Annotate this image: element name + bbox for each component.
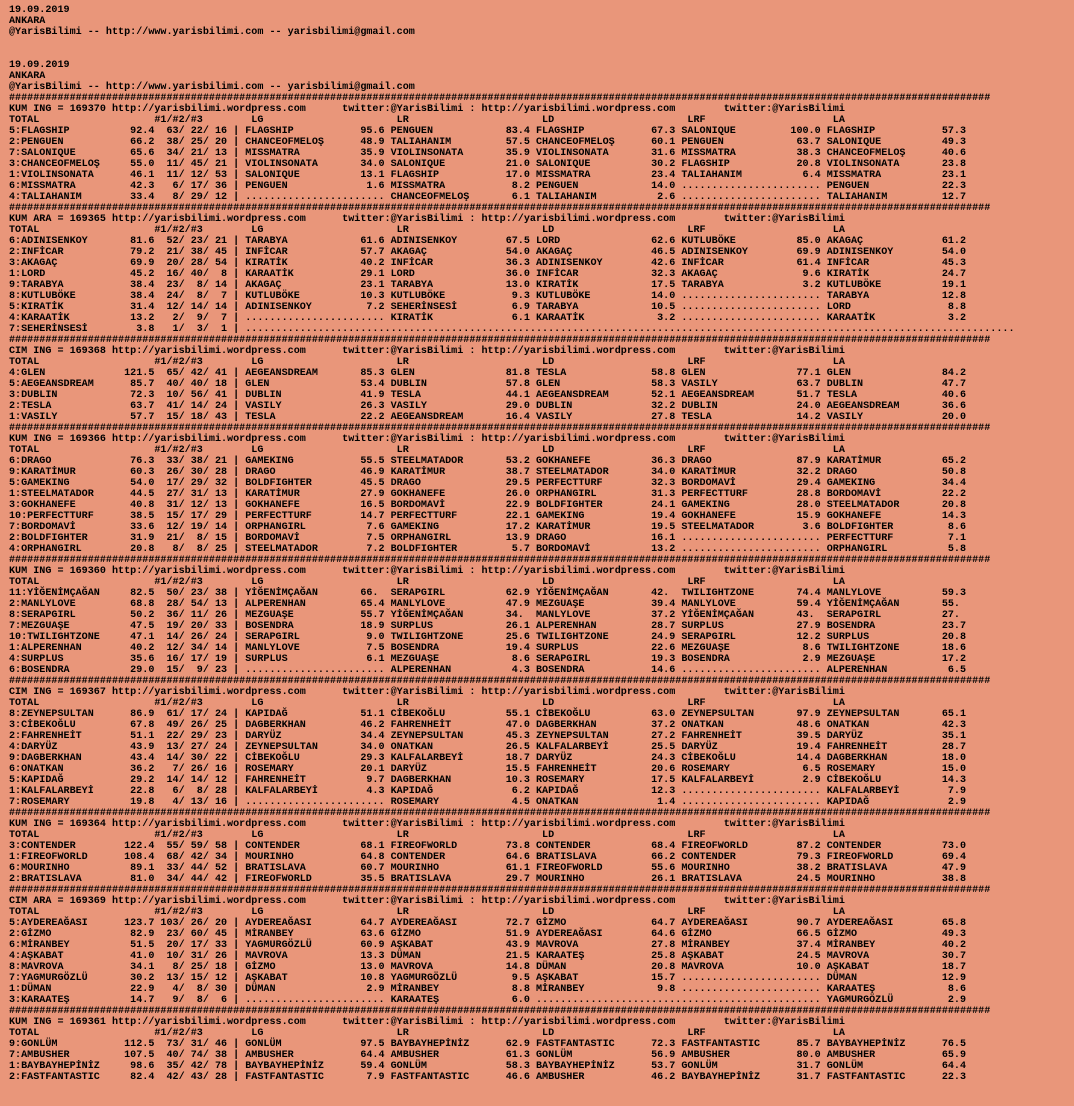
result-row: 2:BRATISLAVA 81.0 34/ 44/ 42 | FIREOFWORLD 35.5 BRATISLAVA 29.7 MOURINHO 26.1 BRATISLAVA 24.5 MOURINHO 38.8 <box>9 874 967 885</box>
result-row: 1:VASILY 57.7 15/ 18/ 43 | TESLA 22.2 AEGEANSDREAM 16.4 VASILY 27.8 TESLA 14.2 VASILY 20.0 <box>9 412 967 423</box>
result-row: 8:ZEYNEPSULTAN 86.9 61/ 17/ 24 | KAPIDAĞ 51.1 CİBEKOĞLU 55.1 CİBEKOĞLU 63.0 ZEYNEPSULTAN 97.9 ZEYNEPSULTAN 65.1 <box>9 709 967 720</box>
column-header-line: TOTAL #1/#2/#3 LG LR LD LRF LA <box>9 698 845 709</box>
column-header-line: TOTAL #1/#2/#3 LG LR LD LRF LA <box>9 907 845 918</box>
result-row: 3:CONTENDER 122.4 55/ 59/ 58 | CONTENDER 68.1 FIREOFWORLD 73.8 CONTENDER 68.4 FIREOFWORLD 87.2 CONTENDER 73.0 <box>9 841 967 852</box>
result-row: 1:DÜMAN 22.9 4/ 8/ 30 | DÜMAN 2.9 MİRANBEY 8.8 MİRANBEY 9.8 ....................... KARAATEŞ 8.6 <box>9 984 967 995</box>
result-row: 1:STEELMATADOR 44.5 27/ 31/ 13 | KARATİMUR 27.9 GOKHANEFE 26.0 ORPHANGIRL 31.3 PERFECTTURF 28.8 BORDOMAVİ 22.2 <box>9 489 967 500</box>
result-row: 4:AŞKABAT 41.0 10/ 31/ 26 | MAVROVA 13.3 DÜMAN 21.5 KARAATEŞ 25.8 AŞKABAT 24.5 MAVROVA 30.7 <box>9 951 967 962</box>
column-header-line: TOTAL #1/#2/#3 LG LR LD LRF LA <box>9 115 845 126</box>
race-title-line: CIM ING = 169367 http://yarisbilimi.wordpress.com twitter:@YarisBilimi : http://yarisbilimi.wordpress.com twitter:@YarisBilimi <box>9 687 845 698</box>
result-row: 6:ADINISENKOY 81.6 52/ 23/ 21 | TARABYA 61.6 ADINISENKOY 67.5 LORD 62.6 KUTLUBÖKE 85.0 AKAGAÇ 61.2 <box>9 236 967 247</box>
column-header-line: TOTAL #1/#2/#3 LG LR LD LRF LA <box>9 830 845 841</box>
result-row: 2:BOLDFIGHTER 31.9 21/ 8/ 15 | BORDOMAVİ 7.5 ORPHANGIRL 13.9 DRAGO 16.1 ....................... PERFECTTURF 7.1 <box>9 533 967 544</box>
result-row: 2:MANLYLOVE 68.8 28/ 54/ 13 | ALPERENHAN 65.4 MANLYLOVE 47.9 MEZGUAŞE 39.4 MANLYLOVE 59.4 YİĞENİMÇAĞAN 55. <box>9 599 960 610</box>
race-title-line: CIM ING = 169368 http://yarisbilimi.wordpress.com twitter:@YarisBilimi : http://yarisbilimi.wordpress.com twitter:@YarisBilimi <box>9 346 845 357</box>
result-row: 7:AMBUSHER 107.5 40/ 74/ 38 | AMBUSHER 64.4 AMBUSHER 61.3 GONLÜM 56.9 AMBUSHER 80.0 AMBUSHER 65.9 <box>9 1050 967 1061</box>
result-row: 7:SALONIQUE 65.6 34/ 21/ 13 | MISSMATRA 35.9 VIOLINSONATA 35.9 VIOLINSONATA 31.6 MISSMATRA 38.3 CHANCEOFMELOŞ 40.6 <box>9 148 967 159</box>
result-row: 9:TARABYA 38.4 23/ 8/ 14 | AKAGAÇ 23.1 TARABYA 13.0 KIRATİK 17.5 TARABYA 3.2 KUTLUBÖKE 19.1 <box>9 280 967 291</box>
column-header-line: TOTAL #1/#2/#3 LG LR LD LRF LA <box>9 1028 845 1039</box>
result-row: 4:GLEN 121.5 65/ 42/ 41 | AEGEANSDREAM 85.3 GLEN 81.8 TESLA 58.8 GLEN 77.1 GLEN 84.2 <box>9 368 967 379</box>
column-header-line: TOTAL #1/#2/#3 LG LR LD LRF LA <box>9 357 845 368</box>
result-row: 3:CHANCEOFMELOŞ 55.0 11/ 45/ 21 | VIOLINSONATA 34.0 SALONIQUE 21.0 SALONIQUE 30.2 FLAGSHIP 20.8 VIOLINSONATA 23.8 <box>9 159 967 170</box>
result-row: 3:GOKHANEFE 40.8 31/ 12/ 13 | GOKHANEFE 16.5 BORDOMAVİ 22.9 BOLDFIGHTER 24.1 GAMEKING 28.0 STEELMATADOR 20.8 <box>9 500 967 511</box>
race-title-line: KUM ING = 169364 http://yarisbilimi.wordpress.com twitter:@YarisBilimi : http://yarisbilimi.wordpress.com twitter:@YarisBilimi <box>9 819 845 830</box>
race-title-line: CIM ARA = 169369 http://yarisbilimi.wordpress.com twitter:@YarisBilimi : http://yarisbilimi.wordpress.com twitter:@YarisBilimi <box>9 896 845 907</box>
separator-line: ################################################################################################################################################################## <box>9 885 991 896</box>
result-row: 1:ALPERENHAN 40.2 12/ 34/ 14 | MANLYLOVE 7.5 BOSENDRA 19.4 SURPLUS 22.6 MEZGUAŞE 8.6 TWILIGHTZONE 18.6 <box>9 643 967 654</box>
race-title-line: KUM ING = 169361 http://yarisbilimi.wordpress.com twitter:@YarisBilimi : http://yarisbilimi.wordpress.com twitter:@YarisBilimi <box>9 1017 845 1028</box>
result-row: 2:PENGUEN 66.2 38/ 25/ 20 | CHANCEOFMELOŞ 48.9 TALIAHANIM 57.5 CHANCEOFMELOŞ 60.1 PENGUEN 63.7 SALONIQUE 49.3 <box>9 137 967 148</box>
header-line: 19.09.2019 <box>9 60 70 71</box>
result-row: 5:KAPIDAĞ 29.2 14/ 14/ 12 | FAHRENHEİT 9.7 DAGBERKHAN 10.3 ROSEMARY 17.5 KALFALARBEYİ 2.9 CİBEKOĞLU 14.3 <box>9 775 967 786</box>
result-row: 6:MİRANBEY 51.5 20/ 17/ 33 | YAGMURGÖZLÜ 60.9 AŞKABAT 43.9 MAVROVA 27.8 MİRANBEY 37.4 MİRANBEY 40.2 <box>9 940 967 951</box>
result-row: 1:KALFALARBEYİ 22.8 6/ 8/ 28 | KALFALARBEYİ 4.3 KAPIDAĞ 6.2 KAPIDAĞ 12.3 ....................... KALFALARBEYİ 7.9 <box>9 786 967 797</box>
result-row: 3:CİBEKOĞLU 67.8 49/ 26/ 25 | DAGBERKHAN 46.2 FAHRENHEİT 47.0 DAGBERKHAN 37.2 ONATKAN 48.6 ONATKAN 42.3 <box>9 720 967 731</box>
result-row: 11:YİĞENİMÇAĞAN 82.5 50/ 23/ 38 | YİĞENİMÇAĞAN 66. SERAPGIRL 62.9 YİĞENİMÇAĞAN 42. TWILIGHTZONE 74.4 MANLYLOVE 59.3 <box>9 588 967 599</box>
header-line: 19.09.2019 <box>9 5 70 16</box>
result-row: 6:MISSMATRA 42.3 6/ 17/ 36 | PENGUEN 1.6 MISSMATRA 8.2 PENGUEN 14.0 ....................... PENGUEN 22.3 <box>9 181 967 192</box>
result-row: 6:DRAGO 76.3 33/ 38/ 21 | GAMEKING 55.5 STEELMATADOR 53.2 GOKHANEFE 36.3 DRAGO 87.9 KARATİMUR 65.2 <box>9 456 967 467</box>
header-line: ANKARA <box>9 16 46 27</box>
result-row: 8:KUTLUBÖKE 38.4 24/ 8/ 7 | KUTLUBÖKE 10.3 KUTLUBÖKE 9.3 KUTLUBÖKE 14.0 ....................... TARABYA 12.8 <box>9 291 967 302</box>
race-title-line: KUM ING = 169370 http://yarisbilimi.wordpress.com twitter:@YarisBilimi : http://yarisbilimi.wordpress.com twitter:@YarisBilimi <box>9 104 845 115</box>
column-header-line: TOTAL #1/#2/#3 LG LR LD LRF LA <box>9 445 845 456</box>
column-header-line: TOTAL #1/#2/#3 LG LR LD LRF LA <box>9 225 845 236</box>
separator-line: ################################################################################################################################################################## <box>9 423 991 434</box>
result-row: 7:BORDOMAVİ 33.6 12/ 19/ 14 | ORPHANGIRL 7.6 GAMEKING 17.2 KARATİMUR 19.5 STEELMATADOR 3.6 BOLDFIGHTER 8.6 <box>9 522 967 533</box>
header-line <box>9 38 1074 49</box>
result-row: 4:SURPLUS 35.6 16/ 17/ 19 | SURPLUS 6.1 MEZGUAŞE 8.6 SERAPGIRL 19.3 BOSENDRA 2.9 MEZGUAŞE 17.2 <box>9 654 967 665</box>
result-row: 4:TALIAHANIM 33.4 8/ 29/ 12 | ....................... CHANCEOFMELOŞ 6.1 TALIAHANIM 2.6 ....................... TALIAHANIM 12.7 <box>9 192 967 203</box>
result-row: 10:PERFECTTURF 38.5 15/ 17/ 29 | PERFECTTURF 14.7 PERFECTTURF 22.1 GAMEKING 19.4 GOKHANEFE 15.9 GOKHANEFE 14.3 <box>9 511 967 522</box>
result-row: 6:BOSENDRA 29.0 15/ 9/ 23 | ....................... ALPERENHAN 4.3 BOSENDRA 14.6 ....................... ALPERENHAN 6.5 <box>9 665 967 676</box>
result-row: 4:DARYÜZ 43.9 13/ 27/ 24 | ZEYNEPSULTAN 34.0 ONATKAN 26.5 KALFALARBEYİ 25.5 DARYÜZ 19.4 FAHRENHEİT 28.7 <box>9 742 967 753</box>
column-header-line: TOTAL #1/#2/#3 LG LR LD LRF LA <box>9 577 845 588</box>
result-row: 7:SEHERİNSESİ 3.8 1/ 3/ 1 | ............................................................................................................................... <box>9 324 1015 335</box>
separator-line: ################################################################################################################################################################## <box>9 808 991 819</box>
result-row: 3:KARAATEŞ 14.7 9/ 8/ 6 | ....................... KARAATEŞ 6.0 ............................................... YAGMURGÖZLÜ 2.9 <box>9 995 967 1006</box>
result-row: 3:AKAGAÇ 69.9 20/ 28/ 54 | KIRATİK 40.2 INFİCAR 36.3 ADINISENKOY 42.6 INFİCAR 61.4 INFİCAR 45.3 <box>9 258 967 269</box>
header-line: ANKARA <box>9 71 46 82</box>
separator-line: ################################################################################################################################################################## <box>9 555 991 566</box>
result-row: 2:INFİCAR 79.2 21/ 38/ 45 | INFİCAR 57.7 AKAGAÇ 54.0 AKAGAÇ 46.5 ADINISENKOY 69.9 ADINISENKOY 54.0 <box>9 247 967 258</box>
result-row: 6:MOURINHO 89.1 33/ 44/ 52 | BRATISLAVA 60.7 MOURINHO 61.1 FIREOFWORLD 55.6 MOURINHO 38.2 BRATISLAVA 47.9 <box>9 863 967 874</box>
result-row: 7:YAGMURGÖZLÜ 30.2 13/ 15/ 12 | AŞKABAT 10.8 YAGMURGÖZLÜ 9.5 AŞKABAT 15.7 ....................... DÜMAN 12.9 <box>9 973 967 984</box>
result-row: 5:KIRATİK 31.4 12/ 14/ 14 | ADINISENKOY 7.2 SEHERİNSESİ 6.9 TARABYA 10.5 ....................... LORD 8.8 <box>9 302 967 313</box>
result-row: 5:FLAGSHIP 92.4 63/ 22/ 16 | FLAGSHIP 95.6 PENGUEN 83.4 FLAGSHIP 67.3 SALONIQUE 100.0 FLAGSHIP 57.3 <box>9 126 967 137</box>
result-row: 2:TESLA 63.7 41/ 14/ 24 | VASILY 26.3 VASILY 29.0 DUBLIN 32.2 DUBLIN 24.0 AEGEANSDREAM 36.6 <box>9 401 967 412</box>
result-row: 1:VIOLINSONATA 46.1 11/ 12/ 53 | SALONIQUE 13.1 FLAGSHIP 17.0 MISSMATRA 23.4 TALIAHANIM 6.4 MISSMATRA 23.1 <box>9 170 967 181</box>
result-row: 7:MEZGUAŞE 47.5 19/ 20/ 33 | BOSENDRA 18.9 SURPLUS 26.1 ALPERENHAN 28.7 SURPLUS 27.9 BOSENDRA 23.7 <box>9 621 967 632</box>
separator-line: ################################################################################################################################################################## <box>9 203 991 214</box>
result-row: 2:GİZMO 82.9 23/ 60/ 45 | MİRANBEY 63.6 GİZMO 51.9 AYDEREAĞASI 64.6 GİZMO 66.5 GİZMO 49.3 <box>9 929 967 940</box>
race-title-line: KUM ING = 169366 http://yarisbilimi.wordpress.com twitter:@YarisBilimi : http://yarisbilimi.wordpress.com twitter:@YarisBilimi <box>9 434 845 445</box>
result-row: 8:SERAPGIRL 50.2 36/ 11/ 26 | MEZGUAŞE 55.7 YİĞENİMÇAĞAN 34. MANLYLOVE 37.2 YİĞENİMÇAĞAN 43. SERAPGIRL 27. <box>9 610 960 621</box>
result-row: 10:TWILIGHTZONE 47.1 14/ 26/ 24 | SERAPGIRL 9.0 TWILIGHTZONE 25.6 TWILIGHTZONE 24.9 SERAPGIRL 12.2 SURPLUS 20.8 <box>9 632 967 643</box>
result-row: 1:LORD 45.2 16/ 40/ 8 | KARAATİK 29.1 LORD 36.0 INFİCAR 32.3 AKAGAÇ 9.6 KIRATİK 24.7 <box>9 269 967 280</box>
result-row: 9:DAGBERKHAN 43.4 14/ 30/ 22 | CİBEKOĞLU 29.3 KALFALARBEYİ 18.7 DARYÜZ 24.3 CİBEKOĞLU 14.4 DAGBERKHAN 18.0 <box>9 753 967 764</box>
result-row: 5:AYDEREAĞASI 123.7 103/ 26/ 20 | AYDEREAĞASI 64.7 AYDEREAĞASI 72.7 GİZMO 64.7 AYDEREAĞASI 90.7 AYDEREAĞASI 65.8 <box>9 918 967 929</box>
result-row: 4:KARAATİK 13.2 2/ 9/ 7 | ....................... KIRATİK 6.1 KARAATİK 3.2 ....................... KARAATİK 3.2 <box>9 313 967 324</box>
result-row: 6:ONATKAN 36.2 7/ 26/ 16 | ROSEMARY 20.1 DARYÜZ 15.5 FAHRENHEİT 20.6 ROSEMARY 6.5 ROSEMARY 15.0 <box>9 764 967 775</box>
result-row: 7:ROSEMARY 19.8 4/ 13/ 16 | ....................... ROSEMARY 4.5 ONATKAN 1.4 ....................... KAPIDAĞ 2.9 <box>9 797 967 808</box>
separator-line: ################################################################################################################################################################## <box>9 335 991 346</box>
race-title-line: KUM ARA = 169365 http://yarisbilimi.wordpress.com twitter:@YarisBilimi : http://yarisbilimi.wordpress.com twitter:@YarisBilimi <box>9 214 845 225</box>
result-row: 1:FIREOFWORLD 108.4 68/ 42/ 34 | MOURINHO 64.8 CONTENDER 64.6 BRATISLAVA 66.2 CONTENDER 79.3 FIREOFWORLD 69.4 <box>9 852 967 863</box>
result-row: 9:KARATİMUR 60.3 26/ 30/ 28 | DRAGO 46.9 KARATİMUR 38.7 STEELMATADOR 34.0 KARATİMUR 32.2 DRAGO 50.8 <box>9 467 967 478</box>
result-row: 4:ORPHANGIRL 20.8 8/ 8/ 25 | STEELMATADOR 7.2 BOLDFIGHTER 5.7 BORDOMAVİ 13.2 ....................... ORPHANGIRL 5.8 <box>9 544 967 555</box>
result-row: 2:FASTFANTASTIC 82.4 42/ 43/ 28 | FASTFANTASTIC 7.9 FASTFANTASTIC 46.6 AMBUSHER 46.2 BAYBAYHEPİNİZ 31.7 FASTFANTASTIC 22.3 <box>9 1072 967 1083</box>
result-row: 3:DUBLIN 72.3 10/ 56/ 41 | DUBLIN 41.9 TESLA 44.1 AEGEANSDREAM 52.1 AEGEANSDREAM 51.7 TESLA 40.6 <box>9 390 967 401</box>
result-row: 2:FAHRENHEİT 51.1 22/ 29/ 23 | DARYÜZ 34.4 ZEYNEPSULTAN 45.3 ZEYNEPSULTAN 27.2 FAHRENHEİT 39.5 DARYÜZ 35.1 <box>9 731 967 742</box>
result-row: 8:MAVROVA 34.1 8/ 25/ 18 | GİZMO 13.0 MAVROVA 14.8 DÜMAN 20.8 MAVROVA 10.0 AŞKABAT 18.7 <box>9 962 967 973</box>
separator-line: ################################################################################################################################################################## <box>9 1006 991 1017</box>
separator-line: ################################################################################################################################################################## <box>9 93 991 104</box>
header-line: @YarisBilimi -- http://www.yarisbilimi.com -- yarisbilimi@gmail.com <box>9 27 415 38</box>
result-row: 9:GONLÜM 112.5 73/ 31/ 46 | GONLÜM 97.5 BAYBAYHEPİNİZ 62.9 FASTFANTASTIC 72.3 FASTFANTASTIC 85.7 BAYBAYHEPİNİZ 76.5 <box>9 1039 967 1050</box>
race-title-line: KUM ING = 169360 http://yarisbilimi.wordpress.com twitter:@YarisBilimi : http://yarisbilimi.wordpress.com twitter:@YarisBilimi <box>9 566 845 577</box>
result-row: 5:GAMEKING 54.0 17/ 29/ 32 | BOLDFIGHTER 45.5 DRAGO 29.5 PERFECTTURF 32.3 BORDOMAVİ 29.4 GAMEKING 34.4 <box>9 478 967 489</box>
header-line <box>9 49 1074 60</box>
result-row: 5:AEGEANSDREAM 85.7 40/ 40/ 18 | GLEN 53.4 DUBLIN 57.8 GLEN 58.3 VASILY 63.7 DUBLIN 47.7 <box>9 379 967 390</box>
header-line: @YarisBilimi -- http://www.yarisbilimi.com -- yarisbilimi@gmail.com <box>9 82 415 93</box>
result-row: 1:BAYBAYHEPİNİZ 98.6 35/ 42/ 78 | BAYBAYHEPİNİZ 59.4 GONLÜM 58.3 BAYBAYHEPİNİZ 53.7 GONLÜM 31.7 GONLÜM 64.4 <box>9 1061 967 1072</box>
separator-line: ################################################################################################################################################################## <box>9 676 991 687</box>
